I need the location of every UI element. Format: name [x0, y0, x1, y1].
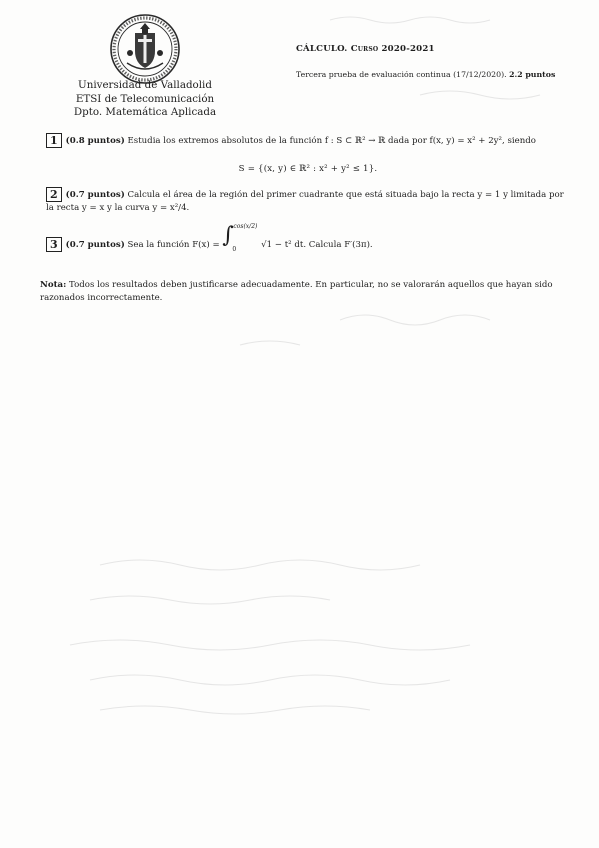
department-name: Dpto. Matemática Aplicada [73, 106, 217, 118]
problem-points: (0.7 puntos) [65, 190, 125, 200]
problem-points: (0.8 puntos) [65, 136, 125, 146]
problem-text-before: Sea la función F(x) = [127, 240, 220, 250]
problem-text-after: Calcula F′(3π). [308, 240, 373, 250]
problem-number: 3 [46, 237, 62, 252]
subtitle-points: 2.2 puntos [509, 70, 556, 79]
problem-points: (0.7 puntos) [65, 240, 125, 250]
problem-equation: S = {(x, y) ∈ ℝ² : x² + y² ≤ 1}. [238, 164, 378, 174]
university-name: Universidad de Valladolid [78, 79, 212, 91]
problem-text: Estudia los extremos absolutos de la función f : S ⊂ ℝ² → ℝ dada por f(x, y) = x² + 2y², siendo [127, 136, 536, 146]
integral-upper-limit: cos(x/2) [233, 223, 258, 230]
school-name: ETSI de Telecomunicación [75, 92, 215, 105]
problem-number: 2 [46, 187, 62, 202]
integral-sign-icon: ∫ [222, 223, 234, 248]
problem-number: 1 [46, 133, 62, 148]
note-label: Nota: [40, 280, 67, 290]
course-title: CÁLCULO. Curso 2020-2021 [296, 44, 435, 54]
note-text: Todos los resultados deben justificarse adecuadamente. En particular, no se valorarán aquellos que hayan sido razonados incorrectamente. [40, 280, 553, 303]
integral-lower-limit: 0 [232, 246, 237, 253]
problem-text: Calcula el área de la región del primer cuadrante que está situada bajo la recta y = 1 y limitada por la recta y = x y la curva y = x²/4. [46, 190, 564, 213]
integrand: √1 − t² dt. [261, 240, 307, 250]
subtitle-text: Tercera prueba de evaluación continua (17/12/2020). [296, 70, 507, 79]
